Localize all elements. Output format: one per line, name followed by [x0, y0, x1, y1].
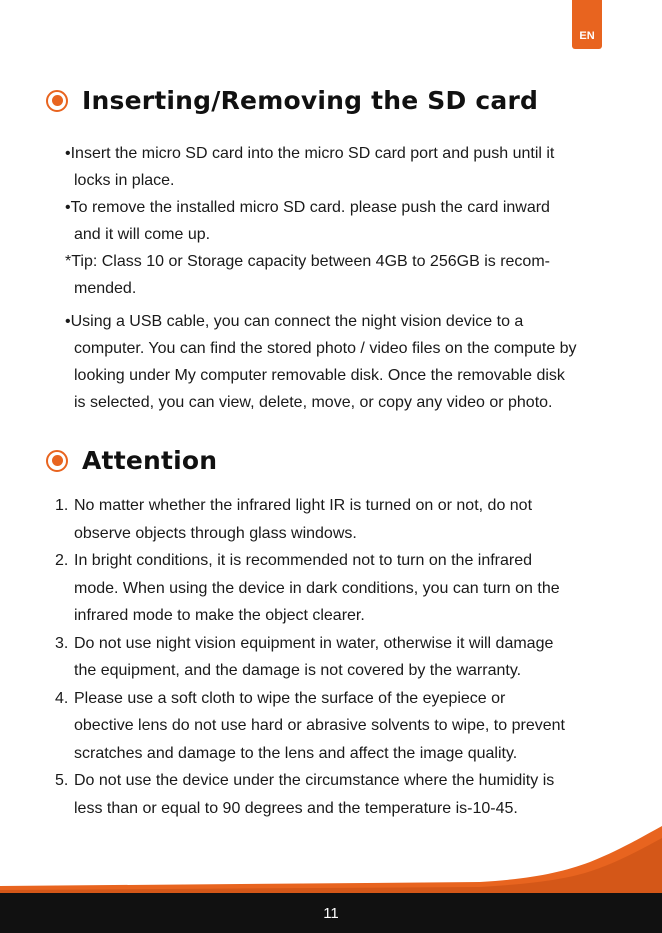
section-heading-attention: [46, 446, 217, 475]
page-footer: [0, 893, 662, 933]
section-heading-sd-card: [46, 86, 538, 115]
sd-card-instructions: [65, 140, 655, 416]
footer-swoosh-decoration: [0, 826, 662, 894]
list-item: 5. Do not use the device under the circumstance where the humidity is less than or equal to 90 degrees and the temperature is-10-45.: [55, 772, 555, 817]
bullet-line: and it will come up.: [74, 226, 211, 243]
language-badge: EN: [572, 0, 602, 49]
list-item: 1. No matter whether the infrared light IR is turned on or not, do not observe objects through glass windows.: [55, 497, 533, 542]
target-icon: [46, 450, 68, 472]
attention-list: [55, 492, 655, 822]
bullet-line: locks in place.: [74, 172, 175, 189]
target-icon: [46, 90, 68, 112]
list-item: 2. In bright conditions, it is recommended not to turn on the infrared mode. When using the device in dark conditions, you can turn on the infrared mode to make the object clearer.: [55, 552, 560, 624]
bullet-line: is selected, you can view, delete, move, or copy any video or photo.: [74, 394, 553, 411]
tip-line: *Tip: Class 10 or Storage capacity between 4GB to 256GB is recom-: [65, 253, 550, 270]
bullet-line: •Insert the micro SD card into the micro SD card port and push until it: [65, 145, 555, 162]
bullet-line: •Using a USB cable, you can connect the night vision device to a: [65, 313, 524, 330]
section-title: Attention: [82, 446, 218, 475]
tip-line: mended.: [74, 280, 137, 297]
bullet-line: looking under My computer removable disk. Once the removable disk: [74, 367, 565, 384]
section-title: Inserting/Removing the SD card: [82, 86, 539, 115]
bullet-line: computer. You can find the stored photo / video files on the compute by: [74, 340, 577, 357]
list-item: 4. Please use a soft cloth to wipe the surface of the eyepiece or obective lens do not use hard or abrasive solvents to wipe, to prevent scratches and damage to the lens and affect the image quality.: [55, 689, 565, 762]
page-number: 11: [323, 904, 339, 922]
bullet-line: •To remove the installed micro SD card. please push the card inward: [65, 199, 550, 216]
list-item: 3. Do not use night vision equipment in water, otherwise it will damage the equipment, and the damage is not covered by the warranty.: [55, 634, 554, 679]
